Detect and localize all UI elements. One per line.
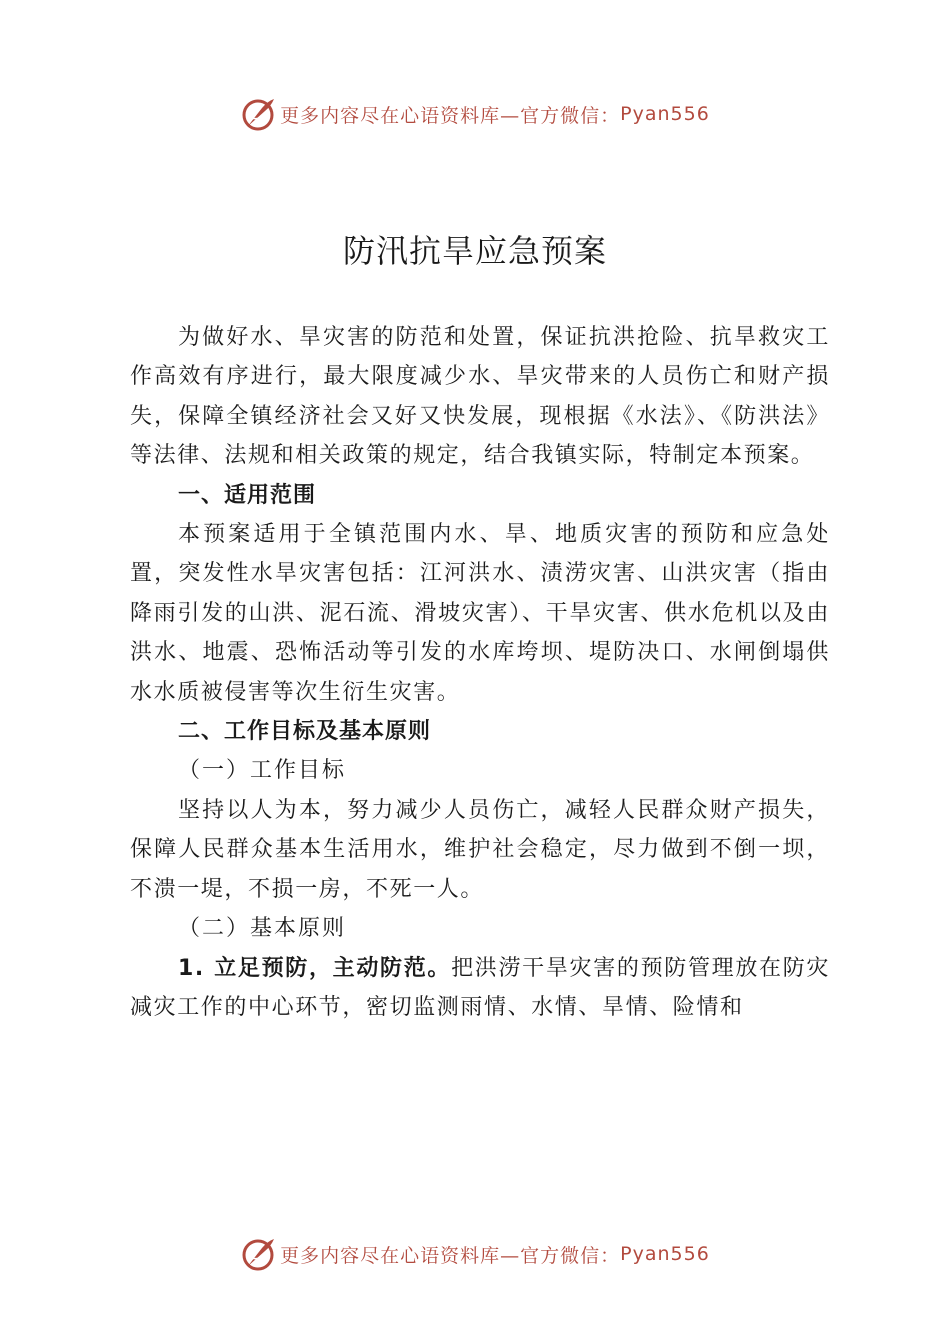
quill-logo-icon <box>240 96 276 132</box>
goal-paragraph: 坚持以人为本，努力减少人员伤亡，减轻人民群众财产损失，保障人民群众基本生活用水，维护社会稳定，尽力做到不倒一坝，不溃一堤，不损一房，不死一人。 <box>130 797 830 902</box>
document-body <box>130 318 830 1027</box>
quill-logo-icon <box>240 1236 276 1272</box>
watermark-text: 更多内容尽在心语资料库—官方微信： <box>280 1244 621 1267</box>
heading-goals-principles: 二、工作目标及基本原则 <box>178 719 432 745</box>
watermark-text: 更多内容尽在心语资料库—官方微信： <box>280 104 621 127</box>
heading-scope: 一、适用范围 <box>178 482 317 508</box>
principle-1-body: 把洪涝干旱灾害的预防管理放在防灾减灾工作的中心环节，密切监测雨情、水情、旱情、险情和 <box>130 955 831 1020</box>
intro-paragraph: 为做好水、旱灾害的防范和处置，保证抗洪抢险、抗旱救灾工作高效有序进行，最大限度减少水、旱灾带来的人员伤亡和财产损失，保障全镇经济社会又好又快发展，现根据《水法》、《防洪法》等法律、法规和相关政策的规定，结合我镇实际，特制定本预案。 <box>130 325 830 469</box>
scope-paragraph: 本预案适用于全镇范围内水、旱、地质灾害的预防和应急处置，突发性水旱灾害包括：江河洪水、渍涝灾害、山洪灾害（指由降雨引发的山洪、泥石流、滑坡灾害）、干旱灾害、供水危机以及由洪水、地震、恐怖活动等引发的水库垮坝、堤防决口、水闸倒塌供水水质被侵害等次生衍生灾害。 <box>130 522 830 705</box>
watermark-banner-bottom <box>0 1234 950 1274</box>
subheading-principles: （二）基本原则 <box>178 916 347 942</box>
document-title: 防汛抗旱应急预案 <box>342 232 607 270</box>
subheading-goal: （一）工作目标 <box>178 758 347 784</box>
watermark-code: Pyan556 <box>620 1243 710 1265</box>
principle-1-paragraph <box>130 949 830 1028</box>
watermark-banner-top <box>0 94 950 134</box>
principle-1-lead: 1. 立足预防，主动防范。 <box>178 955 452 981</box>
watermark-code: Pyan556 <box>620 103 710 125</box>
